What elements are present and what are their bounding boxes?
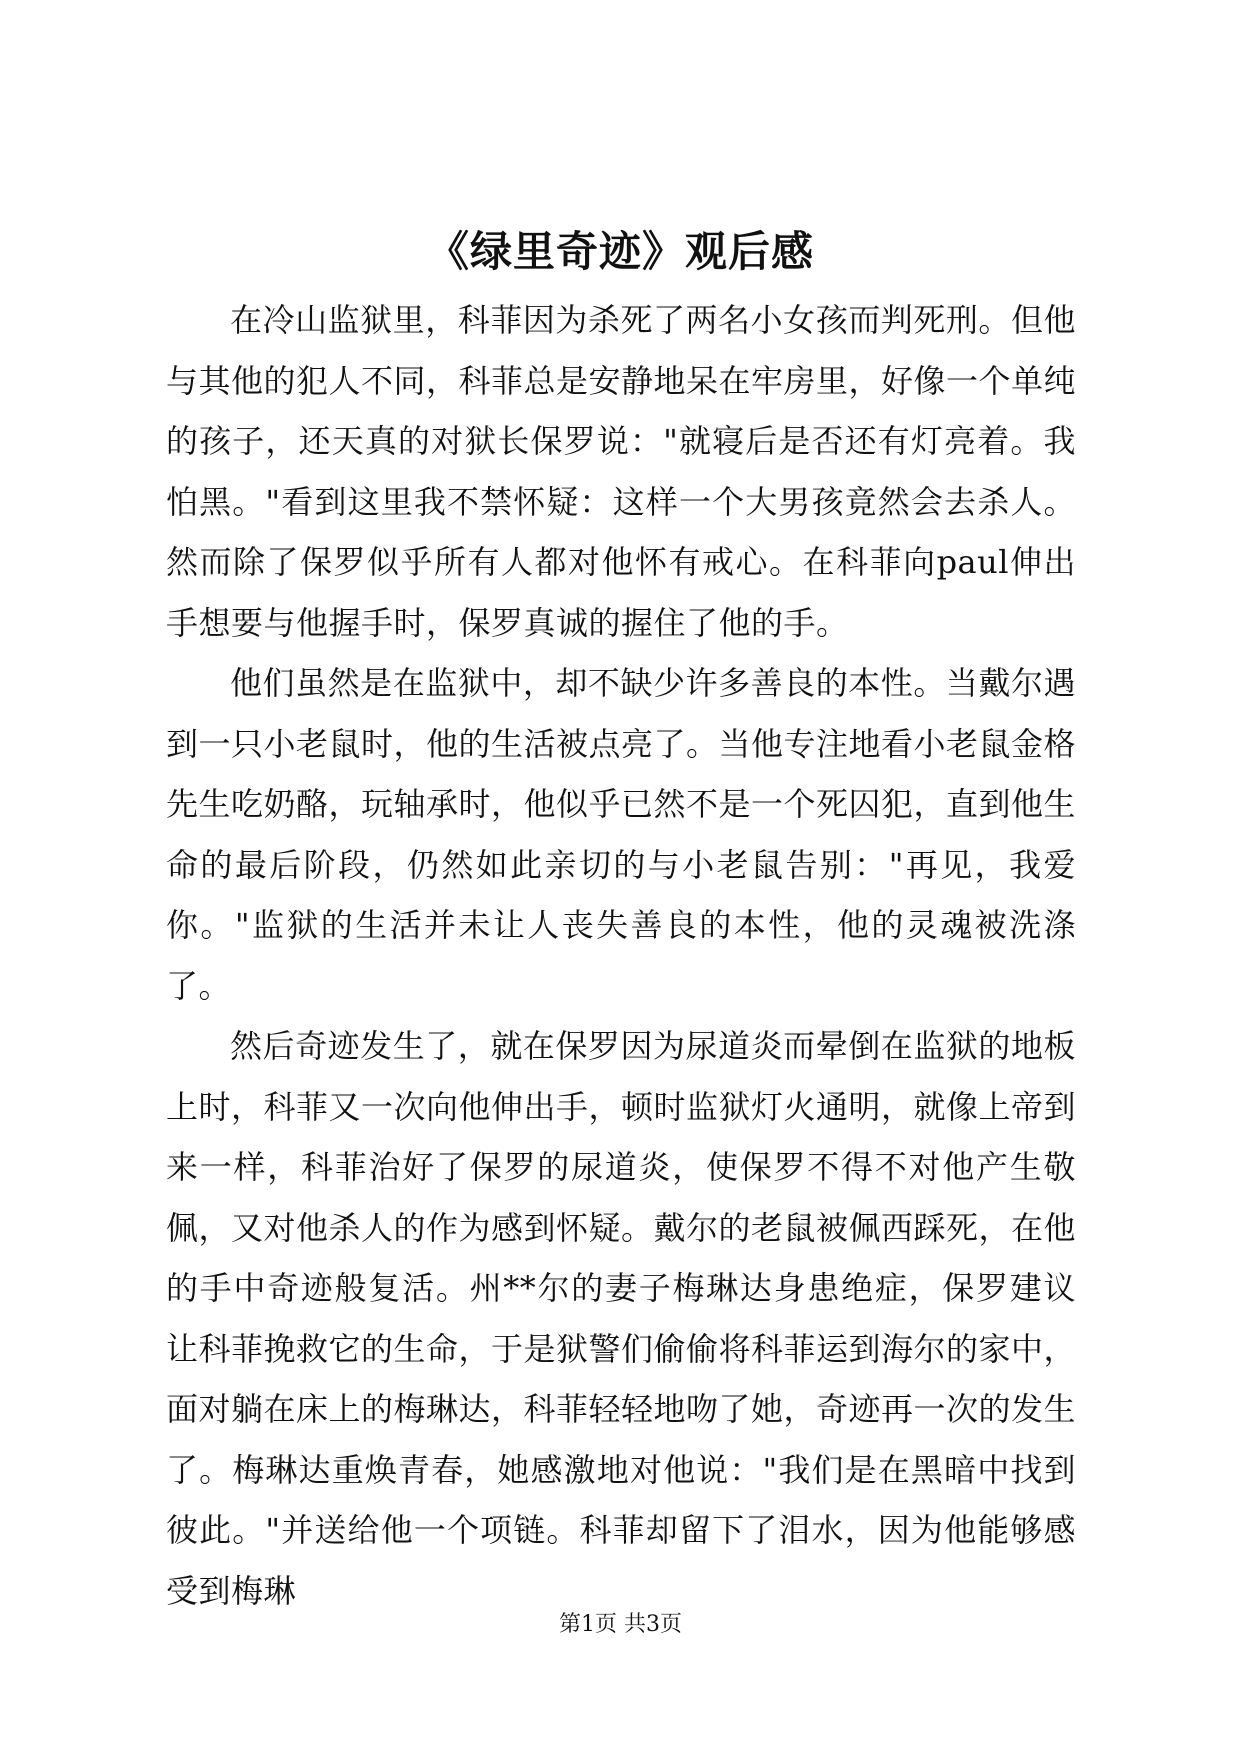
document-title: 《绿里奇迹》观后感 [426,227,814,276]
paragraph: 在冷山监狱里，科菲因为杀死了两名小女孩而判死刑。但他与其他的犯人不同，科菲总是安静地呆在牢房里，好像一个单纯的孩子，还天真的对狱长保罗说："就寝后是否还有灯亮着。我怕黑。"看到这里我不禁怀疑：这样一个大男孩竟然会去杀人。然而除了保罗似乎所有人都对他怀有戒心。在科菲向paul伸出手想要与他握手时，保罗真诚的握住了他的手。 [166,301,1077,642]
paragraph: 他们虽然是在监狱中，却不缺少许多善良的本性。当戴尔遇到一只小老鼠时，他的生活被点亮了。当他专注地看小老鼠金格先生吃奶酪，玩轴承时，他似乎已然不是一个死囚犯，直到他生命的最后阶段，仍然如此亲切的与小老鼠告别："再见，我爱你。"监狱的生活并未让人丧失善良的本性，他的灵魂被洗涤了。 [166,664,1077,1005]
page-footer: 第1页 共3页 [559,1612,682,1637]
document-body [166,290,1076,1621]
paragraph: 然后奇迹发生了，就在保罗因为尿道炎而晕倒在监狱的地板上时，科菲又一次向他伸出手，顿时监狱灯火通明，就像上帝到来一样，科菲治好了保罗的尿道炎，使保罗不得不对他产生敬佩，又对他杀人的作为感到怀疑。戴尔的老鼠被佩西踩死，在他的手中奇迹般复活。州**尔的妻子梅琳达身患绝症，保罗建议让科菲挽救它的生命，于是狱警们偷偷将科菲运到海尔的家中，面对躺在床上的梅琳达，科菲轻轻地吻了她，奇迹再一次的发生了。梅琳达重焕青春，她感激地对他说："我们是在黑暗中找到彼此。"并送给他一个项链。科菲却留下了泪水，因为他能够感受到梅琳 [166,1027,1077,1610]
